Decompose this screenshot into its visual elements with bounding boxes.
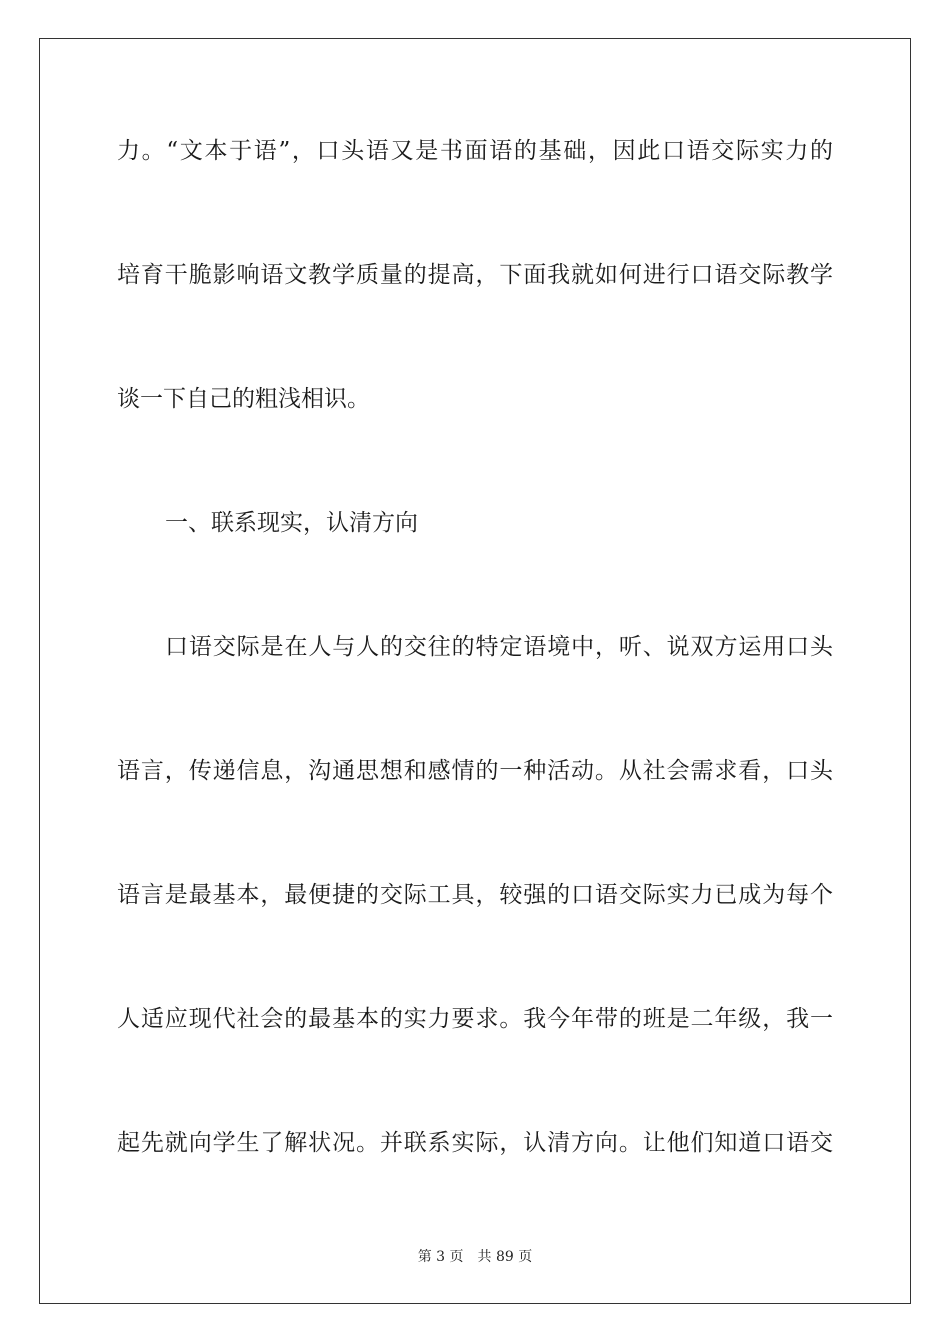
text-line-2: 培育干脆影响语文教学质量的提高，下面我就如何进行口语交际教学 (117, 262, 833, 288)
text-line-6: 语言，传递信息，沟通思想和感情的一种活动。从社会需求看，口头 (117, 758, 833, 784)
text-line-8: 人适应现代社会的最基本的实力要求。我今年带的班是二年级，我一 (117, 1006, 833, 1032)
page-total: 共 89 页 (477, 1249, 533, 1265)
text-line-1: 力。“文本于语”，口头语又是书面语的基础，因此口语交际实力的 (117, 138, 833, 164)
text-line-3: 谈一下自己的粗浅相识。 (117, 386, 370, 412)
text-line-5: 口语交际是在人与人的交往的特定语境中，听、说双方运用口头 (165, 634, 833, 660)
page-number: 第 3 页 (417, 1249, 464, 1265)
text-line-9: 起先就向学生了解状况。并联系实际，认清方向。让他们知道口语交 (117, 1130, 833, 1156)
page-footer (0, 1247, 950, 1267)
section-heading: 一、联系现实，认清方向 (165, 510, 418, 536)
text-line-7: 语言是最基本，最便捷的交际工具，较强的口语交际实力已成为每个 (117, 882, 833, 908)
page-border (39, 38, 911, 1304)
